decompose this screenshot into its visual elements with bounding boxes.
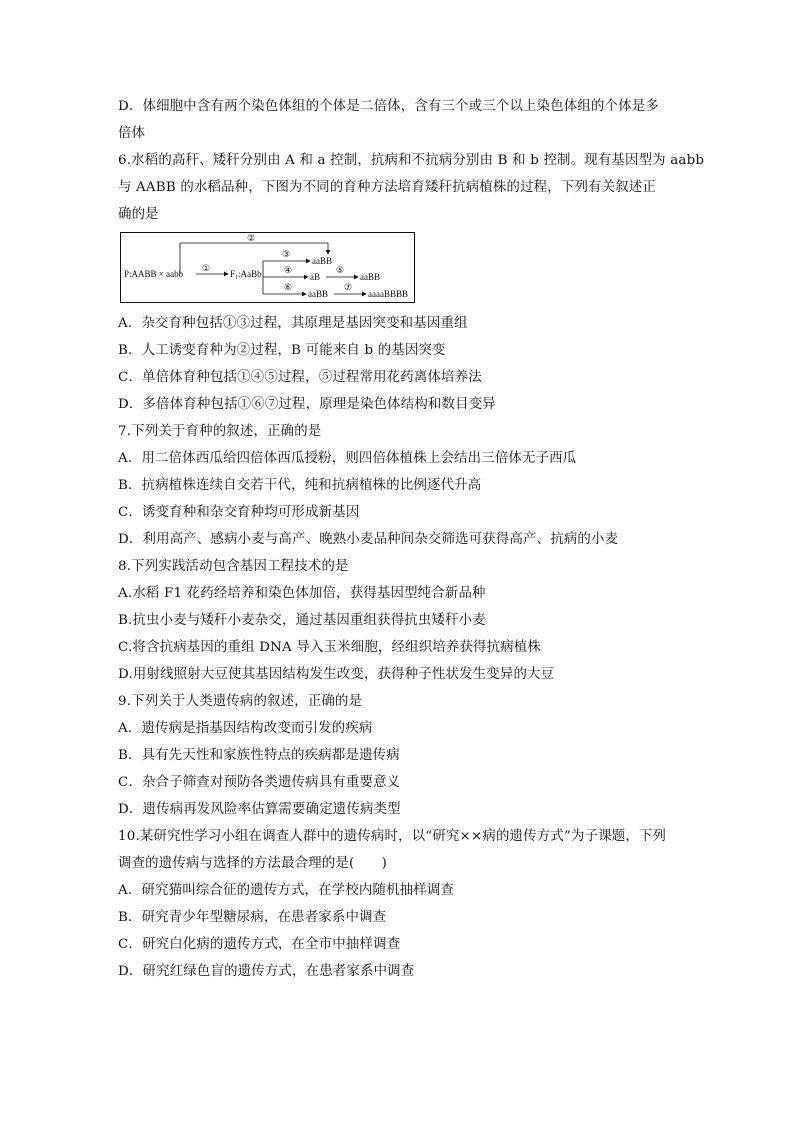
step-5-result: aaBB — [360, 272, 380, 282]
option-c: C．杂合子筛查对预防各类遗传病具有重要意义 — [118, 775, 401, 790]
step-6-result: aaBB — [308, 289, 328, 299]
step-7-label: ⑦ — [344, 283, 353, 293]
question-7-stem: 7.下列关于育种的叙述，正确的是 — [118, 424, 322, 439]
option-d: D.用射线照射大豆使其基因结构发生改变，获得种子性状发生变异的大豆 — [118, 667, 555, 682]
text-line: D．体细胞中含有两个染色体组的个体是二倍体，含有三个或三个以上染色体组的个体是多 — [118, 99, 659, 114]
question-10-stem: 10.某研究性学习小组在调查人群中的遗传病时，以“研究××病的遗传方式”为子课题，下列 — [118, 829, 667, 844]
exam-page — [118, 93, 705, 985]
f1-genotype: F₁:AaBb — [230, 269, 262, 279]
text-line: 确的是 — [118, 207, 159, 222]
question-6-stem: 6.水稻的高秆、矮秆分别由 A 和 a 控制，抗病和不抗病分别由 B 和 b 控制。现有基因型为 aabb — [118, 153, 705, 168]
option-d: D．多倍体育种包括①⑥⑦过程，原理是染色体结构和数目变异 — [118, 397, 496, 412]
option-b: B．抗病植株连续自交若干代，纯和抗病植株的比例逐代升高 — [118, 478, 482, 493]
option-a: A．杂交育种包括①③过程，其原理是基因突变和基因重组 — [118, 316, 468, 331]
option-b: B．具有先天性和家族性特点的疾病都是遗传病 — [118, 748, 400, 763]
option-b: B．研究青少年型糖尿病，在患者家系中调查 — [118, 910, 387, 925]
text-line: 调查的遗传病与选择的方法最合理的是( ) — [118, 856, 388, 871]
parent-genotype: P:AABB × aabb — [124, 269, 184, 279]
option-c: C．单倍体育种包括①④⑤过程，⑤过程常用花药离体培养法 — [118, 370, 482, 385]
text-line: 与 AABB 的水稻品种，下图为不同的育种方法培育矮秆抗病植株的过程，下列有关叙述正 — [118, 180, 656, 195]
route-2-3-result: aaBB — [312, 256, 332, 266]
text-line: 倍体 — [118, 126, 146, 141]
option-a: A．遗传病是指基因结构改变而引发的疾病 — [118, 721, 373, 736]
option-d: D．遗传病再发风险率估算需要确定遗传病类型 — [118, 802, 401, 817]
breeding-diagram-svg — [120, 232, 416, 304]
option-c: C.将含抗病基因的重组 DNA 导入玉米细胞，经组织培养获得抗病植株 — [118, 640, 542, 655]
haploid-result: aB — [310, 272, 320, 282]
question-8-stem: 8.下列实践活动包含基因工程技术的是 — [118, 559, 349, 574]
option-a: A．用二倍体西瓜给四倍体西瓜授粉，则四倍体植株上会结出三倍体无子西瓜 — [118, 451, 577, 466]
option-b: B.抗虫小麦与矮秆小麦杂交，通过基因重组获得抗虫矮秆小麦 — [118, 613, 486, 628]
option-c: C．诱变育种和杂交育种均可形成新基因 — [118, 505, 360, 520]
option-b: B．人工诱变育种为②过程，B 可能来自 b 的基因突变 — [118, 343, 446, 358]
step-3-label: ③ — [282, 250, 291, 260]
step-2-label: ② — [247, 234, 256, 244]
step-1-label: ① — [202, 264, 211, 274]
option-d: D．利用高产、感病小麦与高产、晚熟小麦品种间杂交筛选可获得高产、抗病的小麦 — [118, 532, 619, 547]
step-5-label: ⑤ — [336, 266, 345, 276]
option-c: C．研究白化病的遗传方式，在全市中抽样调查 — [118, 937, 401, 952]
breeding-diagram — [120, 232, 416, 304]
option-d: D．研究红绿色盲的遗传方式，在患者家系中调查 — [118, 964, 415, 979]
step-6-label: ⑥ — [284, 283, 293, 293]
step-4-label: ④ — [284, 266, 293, 276]
step-7-result: aaaaBBBB — [368, 289, 408, 299]
question-9-stem: 9.下列关于人类遗传病的叙述，正确的是 — [118, 694, 363, 709]
option-a: A．研究猫叫综合征的遗传方式，在学校内随机抽样调查 — [118, 883, 455, 898]
option-a: A.水稻 F1 花药经培养和染色体加倍，获得基因型纯合新品种 — [118, 586, 486, 601]
